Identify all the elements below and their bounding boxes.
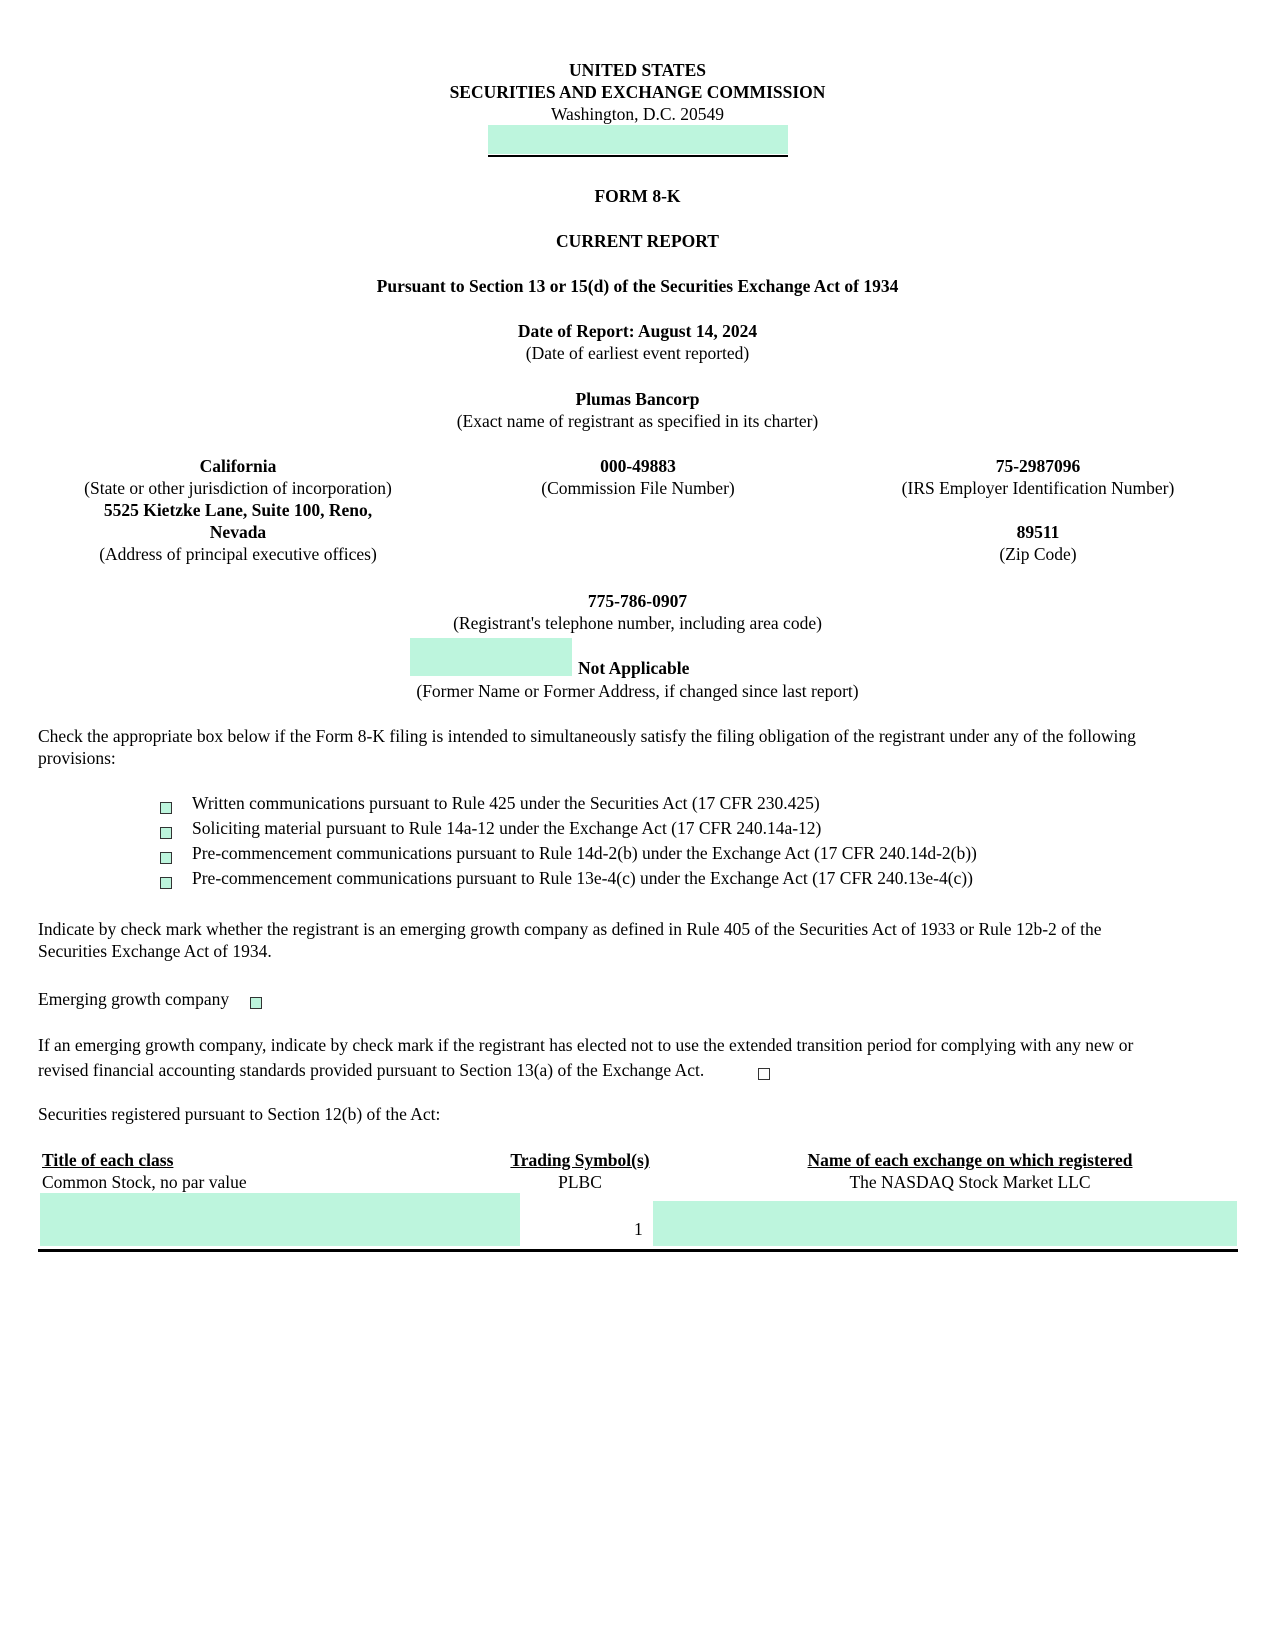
state-caption: (State or other jurisdiction of incorporation) [84, 478, 392, 498]
check-intro-line-2: provisions: [38, 748, 116, 768]
checkbox-label-rule-14d-2b: Pre-commencement communications pursuant to Rule 14d-2(b) under the Exchange Act (17 CFR 240.14d-2(b)) [192, 843, 977, 863]
checkbox-icon [758, 1068, 770, 1080]
header-highlight-block [488, 125, 788, 154]
registrant-name: Plumas Bancorp [575, 389, 700, 409]
footer-highlight-right [653, 1201, 1237, 1246]
address-line-1: 5525 Kietzke Lane, Suite 100, Reno, [103, 500, 373, 520]
zip-caption: (Zip Code) [999, 544, 1077, 564]
emerging-intro-line-2: Securities Exchange Act of 1934. [38, 941, 272, 961]
date-caption: (Date of earliest event reported) [525, 343, 750, 363]
phone-value: 775-786-0907 [587, 591, 688, 611]
securities-intro: Securities registered pursuant to Section 12(b) of the Act: [38, 1104, 441, 1124]
checkbox-label-rule-13e-4c: Pre-commencement communications pursuant to Rule 13e-4(c) under the Exchange Act (17 CFR 240.13e-4(c)) [192, 868, 973, 888]
page-footer-rule [38, 1249, 1238, 1252]
checkbox-icon [160, 802, 172, 814]
check-intro-line-1: Check the appropriate box below if the Form 8-K filing is intended to simultaneously satisfy the filing obligation of the registrant under any of the following [38, 726, 1136, 746]
irs-number-caption: (IRS Employer Identification Number) [901, 478, 1175, 498]
zip-value: 89511 [1016, 522, 1060, 542]
header-rule [488, 155, 788, 157]
header-line-3: Washington, D.C. 20549 [550, 104, 725, 124]
registrant-caption: (Exact name of registrant as specified in its charter) [456, 411, 819, 431]
transition-line-2: revised financial accounting standards provided pursuant to Section 13(a) of the Exchange Act. [38, 1060, 705, 1080]
page-number: 1 [634, 1219, 643, 1239]
header-line-1: UNITED STATES [569, 60, 706, 80]
transition-line-1: If an emerging growth company, indicate by check mark if the registrant has elected not to use the extended transition period for complying with any new or [38, 1035, 1134, 1055]
former-name-highlight [410, 638, 572, 676]
footer-highlight-left [40, 1193, 520, 1246]
header-trading-symbol: Trading Symbol(s) [510, 1150, 650, 1170]
irs-number-value: 75-2987096 [995, 456, 1081, 476]
state-value: California [199, 456, 277, 476]
address-line-2: Nevada [209, 522, 267, 542]
checkbox-emerging-growth[interactable] [250, 993, 262, 1005]
checkbox-icon [160, 827, 172, 839]
header-line-2: SECURITIES AND EXCHANGE COMMISSION [449, 82, 826, 102]
row-exchange-name: The NASDAQ Stock Market LLC [849, 1172, 1091, 1192]
file-number-value: 000-49883 [600, 456, 676, 476]
emerging-intro-line-1: Indicate by check mark whether the registrant is an emerging growth company as defined in Rule 405 of the Securities Act of 1933 or Rule 12b-2 of the [38, 919, 1102, 939]
current-report-title: CURRENT REPORT [556, 231, 719, 251]
checkbox-icon [160, 852, 172, 864]
checkbox-label-rule-425: Written communications pursuant to Rule 425 under the Securities Act (17 CFR 230.425) [192, 793, 820, 813]
pursuant-line: Pursuant to Section 13 or 15(d) of the Securities Exchange Act of 1934 [376, 276, 899, 296]
phone-caption: (Registrant's telephone number, including area code) [453, 613, 822, 633]
checkbox-label-rule-14a-12: Soliciting material pursuant to Rule 14a-12 under the Exchange Act (17 CFR 240.14a-12) [192, 818, 822, 838]
header-exchange-name: Name of each exchange on which registered [807, 1150, 1133, 1170]
checkbox-rule-14d-2b[interactable] [160, 848, 172, 860]
form-type: FORM 8-K [594, 186, 681, 206]
checkbox-rule-425[interactable] [160, 798, 172, 810]
date-of-report: Date of Report: August 14, 2024 [517, 321, 758, 341]
checkbox-rule-14a-12[interactable] [160, 823, 172, 835]
former-name-caption: (Former Name or Former Address, if changed since last report) [416, 681, 859, 701]
checkbox-icon [160, 877, 172, 889]
file-number-caption: (Commission File Number) [541, 478, 735, 498]
emerging-growth-label: Emerging growth company [38, 989, 230, 1009]
checkbox-transition-period[interactable] [758, 1064, 770, 1076]
address-caption: (Address of principal executive offices) [99, 544, 377, 564]
former-name-value: Not Applicable [578, 658, 690, 678]
row-title-of-class: Common Stock, no par value [42, 1172, 247, 1192]
checkbox-icon [250, 997, 262, 1009]
checkbox-rule-13e-4c[interactable] [160, 873, 172, 885]
row-trading-symbol: PLBC [558, 1172, 602, 1192]
header-title-of-class: Title of each class [42, 1150, 174, 1170]
